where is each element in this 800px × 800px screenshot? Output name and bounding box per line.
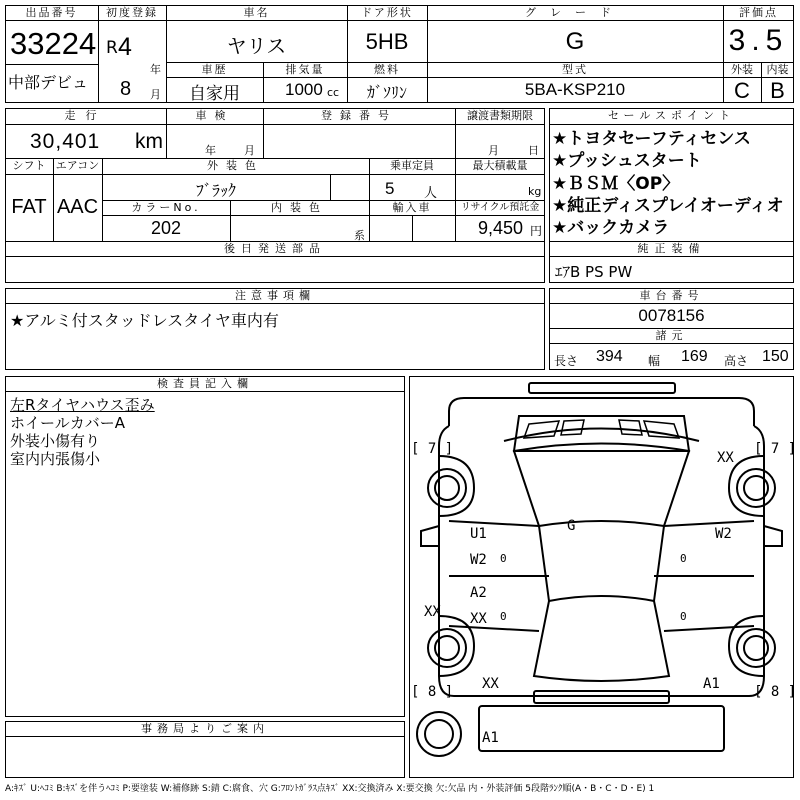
sales-point-item: ★トヨタセーフティセンス bbox=[552, 129, 751, 149]
damage-mark: A1 bbox=[703, 676, 720, 692]
interior-color-label: 内装色 bbox=[271, 201, 328, 214]
capacity-unit: 人 bbox=[424, 186, 438, 201]
damage-mark: A2 bbox=[470, 585, 487, 601]
length-value: 394 bbox=[596, 348, 623, 365]
yen-unit: 円 bbox=[530, 224, 543, 238]
inspector-line: 室内内張傷小 bbox=[10, 450, 101, 468]
transfer-day-unit: 日 bbox=[528, 144, 539, 157]
damage-mark: XX bbox=[482, 676, 499, 692]
sales-point-item: ★純正ディスプレイオーディオ bbox=[552, 196, 784, 216]
exterior-color-label: 外装色 bbox=[207, 159, 264, 172]
equipment-value: ｴｱB PS PW bbox=[555, 263, 633, 281]
notes-label: 注意事項欄 bbox=[235, 289, 315, 302]
width-value: 169 bbox=[681, 348, 708, 365]
import-label: 輸入車 bbox=[392, 201, 432, 214]
score: 3.5 bbox=[728, 24, 789, 57]
car-name-label: 車名 bbox=[243, 6, 270, 19]
tread-front-right: [ 7 ] bbox=[754, 441, 797, 457]
sales-point-item: ★バックカメラ bbox=[552, 218, 670, 238]
damage-mark: W2 bbox=[470, 552, 487, 568]
inspector-line: 左Rタイヤハウス歪み bbox=[10, 396, 155, 414]
interior-suffix: 系 bbox=[354, 229, 365, 242]
grade: G bbox=[565, 28, 585, 55]
shift: FAT bbox=[11, 196, 47, 218]
ac-label: エアコン bbox=[55, 159, 100, 172]
reg-year: 4 bbox=[118, 33, 132, 61]
displacement-label: 排気量 bbox=[285, 63, 325, 76]
color-no-label: カラーNo. bbox=[131, 201, 201, 214]
debut-label: 中部デビュ bbox=[8, 73, 89, 92]
damage-mark: G bbox=[567, 518, 576, 534]
damage-mark: 0 bbox=[680, 610, 687, 623]
inspection-year-unit: 年 bbox=[205, 144, 216, 157]
transfer-month-unit: 月 bbox=[488, 144, 499, 157]
legend: A:ｷｽﾞ U:ﾍｺﾐ B:ｷｽﾞを伴うﾍｺﾐ P:要塗装 W:補修跡 S:錆 C:腐食、穴 G:ﾌﾛﾝﾄｶﾞﾗｽ点ｷｽﾞ XX:交換済み X:要交換 欠:欠品 内・外装評価 5段階ﾗﾝｸ順(A・B・C・D・E) 1 bbox=[5, 784, 655, 794]
fuel: ｶﾞｿﾘﾝ bbox=[366, 83, 407, 102]
exterior-color: ﾌﾞﾗｯｸ bbox=[195, 181, 236, 200]
damage-mark: 0 bbox=[500, 610, 507, 623]
tread-rear-left: [ 8 ] bbox=[411, 684, 454, 700]
shift-label: シフト bbox=[12, 159, 46, 172]
ext-grade: C bbox=[734, 78, 750, 103]
damage-mark: 0 bbox=[680, 552, 687, 565]
inspection-month-unit: 月 bbox=[244, 144, 255, 157]
load-label: 最大積載量 bbox=[472, 159, 528, 172]
ext-label: 外装 bbox=[731, 63, 753, 76]
ac: AAC bbox=[56, 196, 99, 218]
transfer-label: 譲渡書類期限 bbox=[467, 109, 533, 122]
first-reg-label: 初度登録 bbox=[106, 6, 158, 19]
damage-mark: W2 bbox=[715, 526, 732, 542]
inspector-line: ホイールカバーA bbox=[10, 414, 125, 432]
damage-mark: XX bbox=[470, 611, 487, 627]
dims-label: 諸元 bbox=[655, 329, 688, 342]
damage-mark: A1 bbox=[482, 730, 499, 746]
reg-month: 8 bbox=[120, 78, 132, 100]
displacement: 1000 bbox=[285, 80, 323, 99]
int-grade: B bbox=[770, 78, 785, 103]
damage-mark: 0 bbox=[500, 552, 507, 565]
history-label: 車歴 bbox=[201, 63, 228, 76]
width-label: 幅 bbox=[648, 354, 661, 368]
sales-point-item: ★プッシュスタート bbox=[552, 151, 702, 171]
equipment-label: 純正装備 bbox=[637, 242, 706, 255]
capacity-label: 乗車定員 bbox=[390, 159, 434, 172]
mileage-label: 走行 bbox=[64, 109, 107, 122]
inspector-line: 外装小傷有り bbox=[10, 432, 101, 450]
sales-point-item: ★ＢＳＭ〈OP〉 bbox=[552, 174, 680, 194]
damage-mark: XX bbox=[424, 604, 441, 620]
fuel-label: 燃料 bbox=[374, 63, 400, 76]
damage-mark: U1 bbox=[470, 526, 487, 542]
chassis-label: 車台番号 bbox=[639, 289, 704, 302]
recycle-fee: 9,450 bbox=[478, 218, 524, 238]
capacity: 5 bbox=[385, 179, 395, 198]
door-type: 5HB bbox=[365, 29, 409, 54]
score-label: 評価点 bbox=[739, 6, 778, 19]
car-name: ヤリス bbox=[226, 34, 287, 58]
office-label: 事務局よりご案内 bbox=[141, 722, 269, 735]
int-label: 内装 bbox=[766, 63, 789, 76]
grade-label: グレード bbox=[525, 6, 625, 19]
lot-number-label: 出品番号 bbox=[25, 6, 78, 19]
tread-front-left: [ 7 ] bbox=[411, 441, 454, 457]
model-code: 5BA-KSP210 bbox=[524, 80, 626, 99]
tread-rear-right: [ 8 ] bbox=[754, 684, 797, 700]
load-unit: kg bbox=[528, 185, 542, 198]
reg-number-label: 登録番号 bbox=[321, 109, 397, 122]
door-label: ドア形状 bbox=[361, 6, 413, 19]
height-value: 150 bbox=[762, 348, 789, 365]
height-label: 高さ bbox=[724, 354, 749, 368]
chassis-number: 0078156 bbox=[638, 306, 705, 325]
color-no: 202 bbox=[150, 218, 182, 238]
notes-text: ★アルミ付スタッドレスタイヤ車内有 bbox=[10, 311, 279, 330]
history: 自家用 bbox=[189, 84, 240, 104]
recycle-label: リサイクル預託金 bbox=[460, 202, 540, 213]
sales-points-label: セールスポイント bbox=[607, 109, 735, 122]
year-unit: 年 bbox=[150, 63, 161, 76]
mileage: 30,401 bbox=[30, 130, 101, 153]
month-unit: 月 bbox=[150, 88, 161, 101]
car-outline bbox=[409, 376, 797, 778]
damage-mark: XX bbox=[717, 450, 734, 466]
length-label: 長さ bbox=[554, 354, 579, 368]
inspection-label: 車検 bbox=[195, 109, 234, 122]
later-parts-label: 後日発送部品 bbox=[224, 242, 326, 255]
era: R bbox=[106, 38, 118, 58]
cc-unit: cc bbox=[327, 86, 340, 99]
inspector-label: 検査員記入欄 bbox=[157, 377, 253, 390]
lot-number: 33224 bbox=[10, 26, 97, 61]
model-label: 型式 bbox=[562, 63, 588, 76]
mileage-unit: km bbox=[135, 130, 163, 153]
